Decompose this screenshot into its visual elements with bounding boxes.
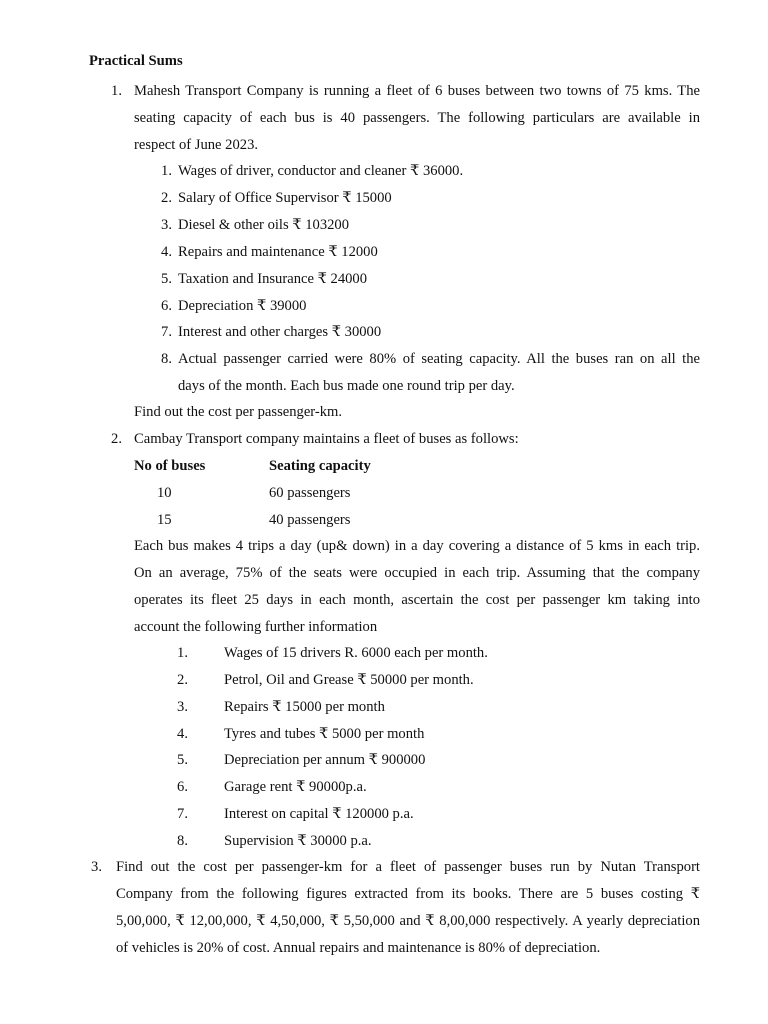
q2-item-number: 7.: [177, 806, 188, 822]
q1-item-text: Repairs and maintenance ₹ 12000: [178, 244, 378, 260]
table-cell: 10: [157, 485, 172, 501]
q2-item-text: Repairs ₹ 15000 per month: [224, 699, 385, 715]
q1-item-number: 4.: [161, 244, 172, 260]
q2-item-text: Tyres and tubes ₹ 5000 per month: [224, 726, 425, 742]
q1-item-text: Salary of Office Supervisor ₹ 15000: [178, 190, 392, 206]
q1-item-text: Taxation and Insurance ₹ 24000: [178, 271, 368, 287]
q1-item-number: 5.: [161, 271, 172, 287]
question-1-number: 1.: [111, 83, 122, 99]
table-header-buses: No of buses: [134, 458, 206, 474]
q1-item-text: Depreciation ₹ 39000: [178, 298, 307, 314]
q1-item-number: 1.: [161, 163, 172, 179]
q1-item-text: Wages of driver, conductor and cleaner ₹ 36000.: [178, 163, 464, 179]
q1-item-number: 6.: [161, 298, 172, 314]
q2-item-number: 3.: [177, 699, 188, 715]
q2-item-number: 2.: [177, 672, 188, 688]
question-3-line-4: of vehicles is 20% of cost. Annual repairs and maintenance is 80% of depreciation.: [116, 940, 601, 956]
question-3-line-3: 5,00,000, ₹ 12,00,000, ₹ 4,50,000, ₹ 5,50,000 and ₹ 8,00,000 respectively. A yearly depreciation: [116, 913, 700, 929]
q1-item-number: 8.: [161, 351, 172, 367]
q1-item-number: 7.: [161, 324, 172, 340]
question-1-line-2: seating capacity of each bus is 40 passengers. The following particulars are available in: [134, 110, 700, 126]
table-header-capacity: Seating capacity: [269, 458, 371, 474]
table-cell: 40 passengers: [269, 512, 351, 528]
question-2-line-3: operates its fleet 25 days in each month, ascertain the cost per passenger km taking into: [134, 592, 700, 608]
q2-item-number: 6.: [177, 779, 188, 795]
q2-item-text: Supervision ₹ 30000 p.a.: [224, 833, 372, 849]
question-2-intro: Cambay Transport company maintains a fleet of buses as follows:: [134, 431, 519, 447]
q2-item-number: 1.: [177, 645, 188, 661]
q1-item-8-continuation: days of the month. Each bus made one round trip per day.: [178, 378, 515, 394]
table-cell: 15: [157, 512, 172, 528]
q2-item-text: Interest on capital ₹ 120000 p.a.: [224, 806, 414, 822]
q1-item-text: Interest and other charges ₹ 30000: [178, 324, 382, 340]
q2-item-text: Garage rent ₹ 90000p.a.: [224, 779, 367, 795]
question-2-number: 2.: [111, 431, 122, 447]
q2-item-text: Wages of 15 drivers R. 6000 each per month.: [224, 645, 488, 661]
q1-item-number: 3.: [161, 217, 172, 233]
question-3-line-1: Find out the cost per passenger-km for a fleet of passenger buses run by Nutan Transport: [116, 859, 700, 875]
question-2-line-2: On an average, 75% of the seats were occupied in each trip. Assuming that the company: [134, 565, 700, 581]
q1-item-text: Actual passenger carried were 80% of seating capacity. All the buses ran on all the: [178, 351, 700, 367]
question-1-line-3: respect of June 2023.: [134, 137, 259, 153]
q2-item-text: Petrol, Oil and Grease ₹ 50000 per month.: [224, 672, 474, 688]
table-cell: 60 passengers: [269, 485, 351, 501]
q2-item-text: Depreciation per annum ₹ 900000: [224, 752, 426, 768]
question-2-line-1: Each bus makes 4 trips a day (up& down) in a day covering a distance of 5 kms in each trip.: [134, 538, 700, 554]
q1-item-text: Diesel & other oils ₹ 103200: [178, 217, 350, 233]
q2-item-number: 4.: [177, 726, 188, 742]
question-3-number: 3.: [91, 859, 102, 875]
q1-item-number: 2.: [161, 190, 172, 206]
section-heading: Practical Sums: [89, 53, 183, 69]
question-1-line-1: Mahesh Transport Company is running a fleet of 6 buses between two towns of 75 kms. The: [134, 83, 700, 99]
q2-item-number: 8.: [177, 833, 188, 849]
question-2-line-4: account the following further information: [134, 619, 378, 635]
question-3-line-2: Company from the following figures extracted from its books. There are 5 buses costing ₹: [116, 886, 700, 902]
q2-item-number: 5.: [177, 752, 188, 768]
question-1-find: Find out the cost per passenger-km.: [134, 404, 343, 420]
